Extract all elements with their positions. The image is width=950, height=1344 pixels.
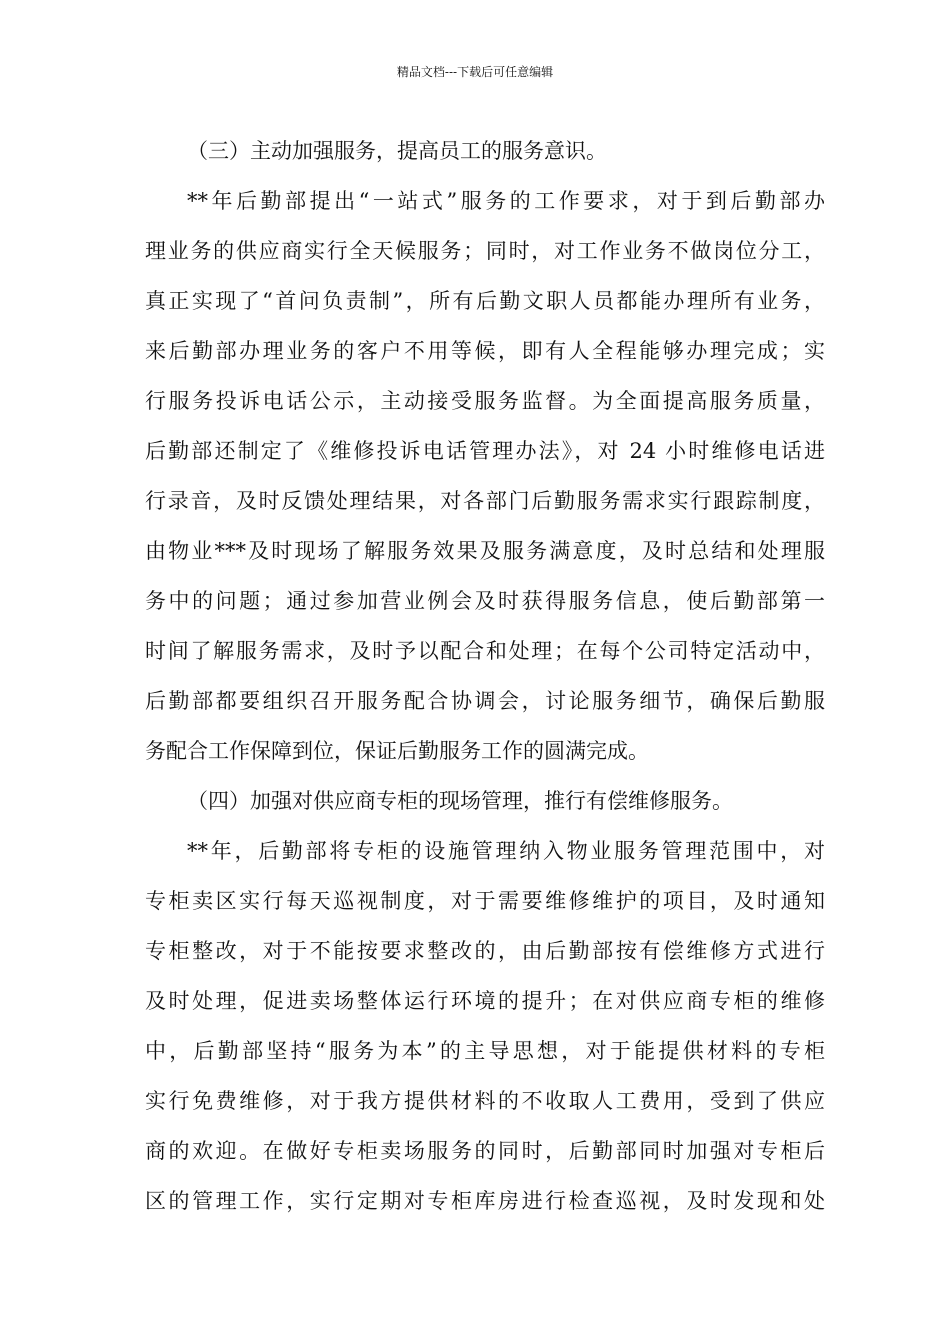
paragraph-line: **年后勤部提出“一站式”服务的工作要求，对于到后勤部办 — [187, 189, 825, 213]
paragraph-line: 来后勤部办理业务的客户不用等候，即有人全程能够办理完成；实 — [145, 339, 825, 363]
paragraph-line: 专柜卖区实行每天巡视制度，对于需要维修维护的项目，及时通知 — [145, 889, 825, 913]
paragraph-line: 商的欢迎。在做好专柜卖场服务的同时，后勤部同时加强对专柜后 — [145, 1139, 825, 1163]
section-heading-3: （三）主动加强服务，提高员工的服务意识。 — [187, 139, 607, 163]
paragraph-line: 行服务投诉电话公示，主动接受服务监督。为全面提高服务质量， — [145, 389, 825, 413]
paragraph-line: 后勤部还制定了《维修投诉电话管理办法》，对 24 小时维修电话进 — [145, 439, 825, 463]
paragraph-line: 实行免费维修，对于我方提供材料的不收取人工费用，受到了供应 — [145, 1089, 825, 1113]
paragraph-line: 务中的问题；通过参加营业例会及时获得服务信息，使后勤部第一 — [145, 589, 825, 613]
paragraph-line: 行录音，及时反馈处理结果，对各部门后勤服务需求实行跟踪制度， — [145, 489, 825, 513]
paragraph-line: 务配合工作保障到位，保证后勤服务工作的圆满完成。 — [145, 739, 649, 763]
section-heading-4: （四）加强对供应商专柜的现场管理，推行有偿维修服务。 — [187, 789, 733, 813]
page-header: 精品文档---下载后可任意编辑 — [396, 65, 554, 79]
paragraph-line: 时间了解服务需求，及时予以配合和处理；在每个公司特定活动中， — [145, 639, 825, 663]
paragraph-line: 真正实现了“首问负责制”，所有后勤文职人员都能办理所有业务， — [145, 289, 825, 313]
paragraph-line: 理业务的供应商实行全天候服务；同时，对工作业务不做岗位分工， — [145, 239, 825, 263]
paragraph-line: 专柜整改，对于不能按要求整改的，由后勤部按有偿维修方式进行 — [145, 939, 825, 963]
paragraph-line: 中，后勤部坚持“服务为本”的主导思想，对于能提供材料的专柜 — [145, 1039, 825, 1063]
paragraph-line: 及时处理，促进卖场整体运行环境的提升；在对供应商专柜的维修 — [145, 989, 825, 1013]
paragraph-line: 区的管理工作，实行定期对专柜库房进行检查巡视，及时发现和处 — [145, 1189, 825, 1213]
paragraph-line: 后勤部都要组织召开服务配合协调会，讨论服务细节，确保后勤服 — [145, 689, 825, 713]
paragraph-line: 由物业***及时现场了解服务效果及服务满意度，及时总结和处理服 — [145, 539, 825, 563]
paragraph-line: **年，后勤部将专柜的设施管理纳入物业服务管理范围中，对 — [187, 839, 825, 863]
